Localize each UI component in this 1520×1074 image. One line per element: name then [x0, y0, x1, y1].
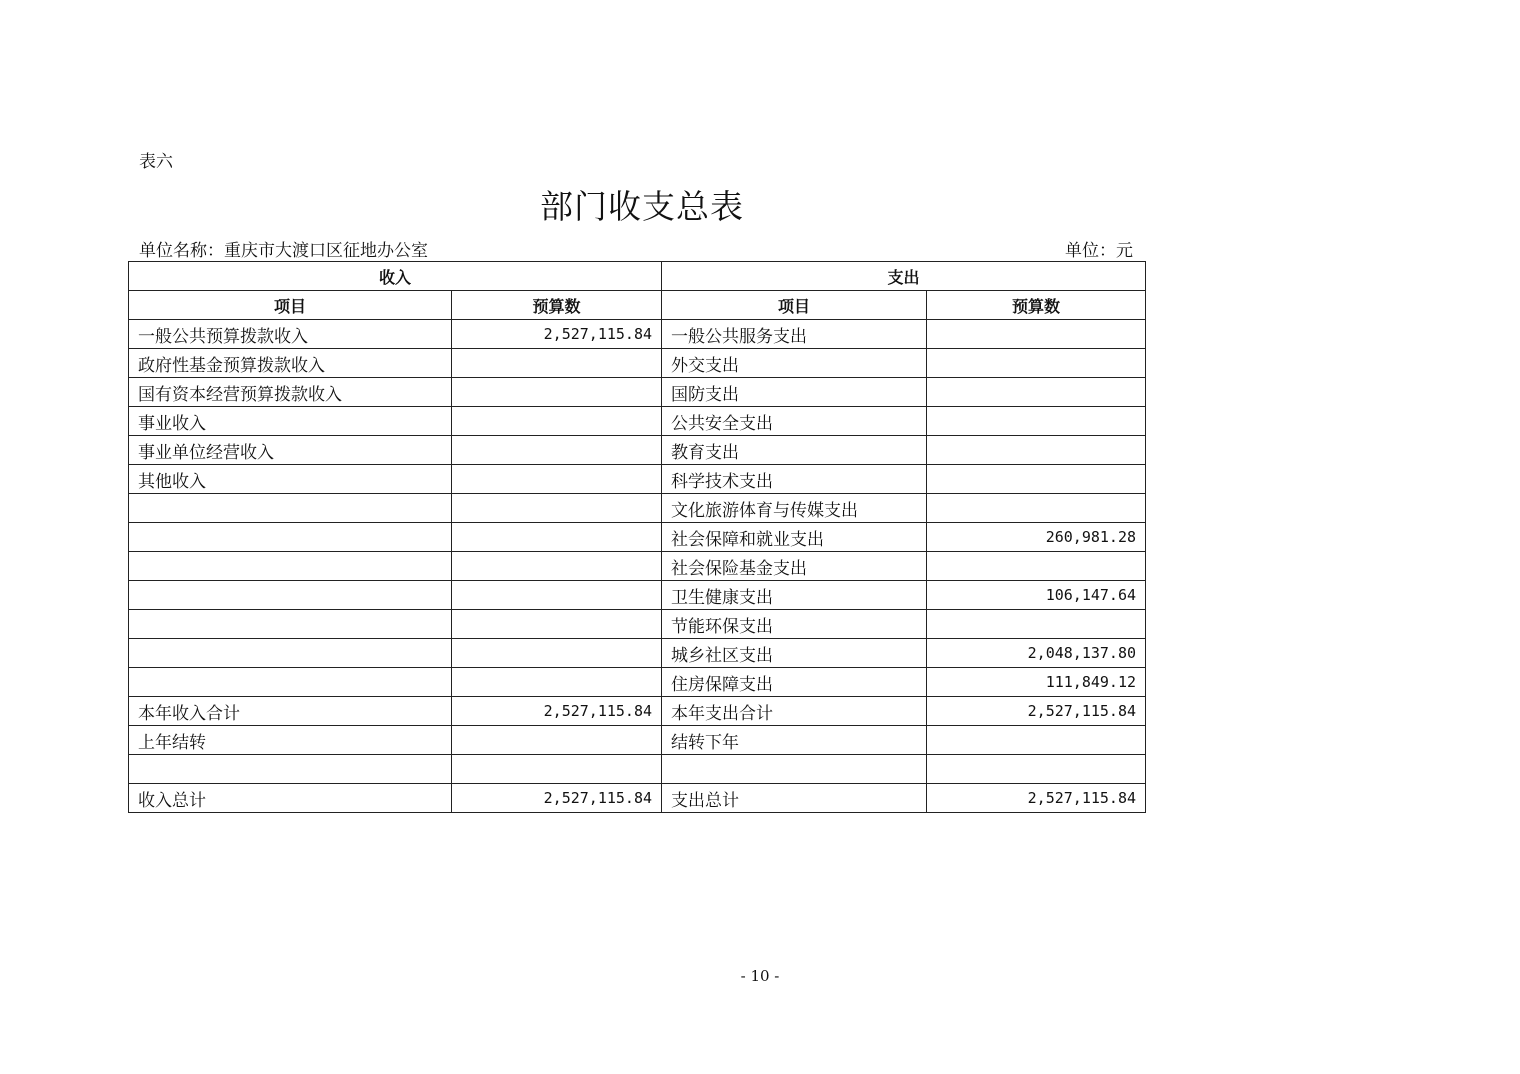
expense-item-header: 项目 [662, 291, 927, 320]
expense-item-cell: 文化旅游体育与传媒支出 [662, 494, 927, 523]
currency-unit: 单位：元 [1065, 241, 1133, 261]
column-header-row [129, 291, 1146, 320]
table-row [129, 610, 1146, 639]
unit-name: 单位名称：重庆市大渡口区征地办公室 [139, 241, 428, 261]
table-row [129, 407, 1146, 436]
income-item-cell [129, 639, 452, 668]
expense-budget-cell [927, 436, 1146, 465]
expense-budget-cell: 260,981.28 [927, 523, 1146, 552]
income-budget-cell [452, 494, 662, 523]
income-budget-cell [452, 581, 662, 610]
expense-budget-cell [927, 320, 1146, 349]
income-item-cell [129, 610, 452, 639]
table-row [129, 320, 1146, 349]
income-budget-cell [452, 610, 662, 639]
table-row [129, 378, 1146, 407]
expense-item-cell: 公共安全支出 [662, 407, 927, 436]
income-item-cell [129, 668, 452, 697]
income-budget-cell: 2,527,115.84 [452, 320, 662, 349]
expense-budget-cell [927, 349, 1146, 378]
table-row [129, 349, 1146, 378]
income-budget-cell [452, 755, 662, 784]
income-item-cell: 事业单位经营收入 [129, 436, 452, 465]
income-budget-cell [452, 668, 662, 697]
income-budget-cell [452, 407, 662, 436]
table-row [129, 581, 1146, 610]
expense-budget-cell [927, 755, 1146, 784]
income-item-header: 项目 [129, 291, 452, 320]
income-budget-cell: 2,527,115.84 [452, 697, 662, 726]
income-item-cell: 上年结转 [129, 726, 452, 755]
income-budget-cell [452, 639, 662, 668]
income-budget-cell [452, 726, 662, 755]
table-row [129, 697, 1146, 726]
expense-item-cell: 一般公共服务支出 [662, 320, 927, 349]
income-budget-cell [452, 378, 662, 407]
table-row [129, 494, 1146, 523]
table-row [129, 465, 1146, 494]
expense-item-cell: 本年支出合计 [662, 697, 927, 726]
expense-budget-cell: 2,048,137.80 [927, 639, 1146, 668]
table-row [129, 784, 1146, 813]
table-row [129, 552, 1146, 581]
expense-budget-cell: 111,849.12 [927, 668, 1146, 697]
table-row [129, 726, 1146, 755]
expense-budget-cell [927, 407, 1146, 436]
income-item-cell: 国有资本经营预算拨款收入 [129, 378, 452, 407]
budget-summary-table [128, 261, 1146, 813]
income-budget-cell [452, 552, 662, 581]
expense-budget-cell [927, 726, 1146, 755]
table-row [129, 436, 1146, 465]
table-row [129, 639, 1146, 668]
expense-item-cell: 城乡社区支出 [662, 639, 927, 668]
income-item-cell: 收入总计 [129, 784, 452, 813]
expense-budget-header: 预算数 [927, 291, 1146, 320]
expense-budget-cell [927, 465, 1146, 494]
income-item-cell: 其他收入 [129, 465, 452, 494]
income-budget-cell [452, 465, 662, 494]
expense-item-cell [662, 755, 927, 784]
expense-item-cell: 教育支出 [662, 436, 927, 465]
expense-budget-cell [927, 378, 1146, 407]
income-item-cell: 事业收入 [129, 407, 452, 436]
table-row [129, 755, 1146, 784]
page-number: - 10 - [740, 967, 780, 985]
page-title: 部门收支总表 [540, 187, 744, 226]
expense-item-cell: 结转下年 [662, 726, 927, 755]
expense-budget-cell [927, 552, 1146, 581]
income-item-cell [129, 523, 452, 552]
expense-item-cell: 社会保险基金支出 [662, 552, 927, 581]
income-item-cell: 本年收入合计 [129, 697, 452, 726]
table-label: 表六 [139, 152, 173, 172]
group-header-row [129, 262, 1146, 291]
expense-budget-cell: 106,147.64 [927, 581, 1146, 610]
income-item-cell: 政府性基金预算拨款收入 [129, 349, 452, 378]
expense-item-cell: 社会保障和就业支出 [662, 523, 927, 552]
expense-item-cell: 外交支出 [662, 349, 927, 378]
income-budget-cell [452, 349, 662, 378]
income-item-cell: 一般公共预算拨款收入 [129, 320, 452, 349]
expense-group-header: 支出 [662, 262, 1146, 291]
expense-item-cell: 卫生健康支出 [662, 581, 927, 610]
expense-budget-cell: 2,527,115.84 [927, 697, 1146, 726]
table-row [129, 668, 1146, 697]
income-budget-header: 预算数 [452, 291, 662, 320]
expense-item-cell: 国防支出 [662, 378, 927, 407]
income-item-cell [129, 755, 452, 784]
expense-item-cell: 支出总计 [662, 784, 927, 813]
expense-budget-cell: 2,527,115.84 [927, 784, 1146, 813]
income-group-header: 收入 [129, 262, 662, 291]
income-item-cell [129, 494, 452, 523]
expense-budget-cell [927, 494, 1146, 523]
income-item-cell [129, 581, 452, 610]
expense-budget-cell [927, 610, 1146, 639]
income-budget-cell [452, 436, 662, 465]
expense-item-cell: 节能环保支出 [662, 610, 927, 639]
table-row [129, 523, 1146, 552]
income-budget-cell [452, 523, 662, 552]
table-body [129, 320, 1146, 813]
income-budget-cell: 2,527,115.84 [452, 784, 662, 813]
expense-item-cell: 住房保障支出 [662, 668, 927, 697]
income-item-cell [129, 552, 452, 581]
expense-item-cell: 科学技术支出 [662, 465, 927, 494]
